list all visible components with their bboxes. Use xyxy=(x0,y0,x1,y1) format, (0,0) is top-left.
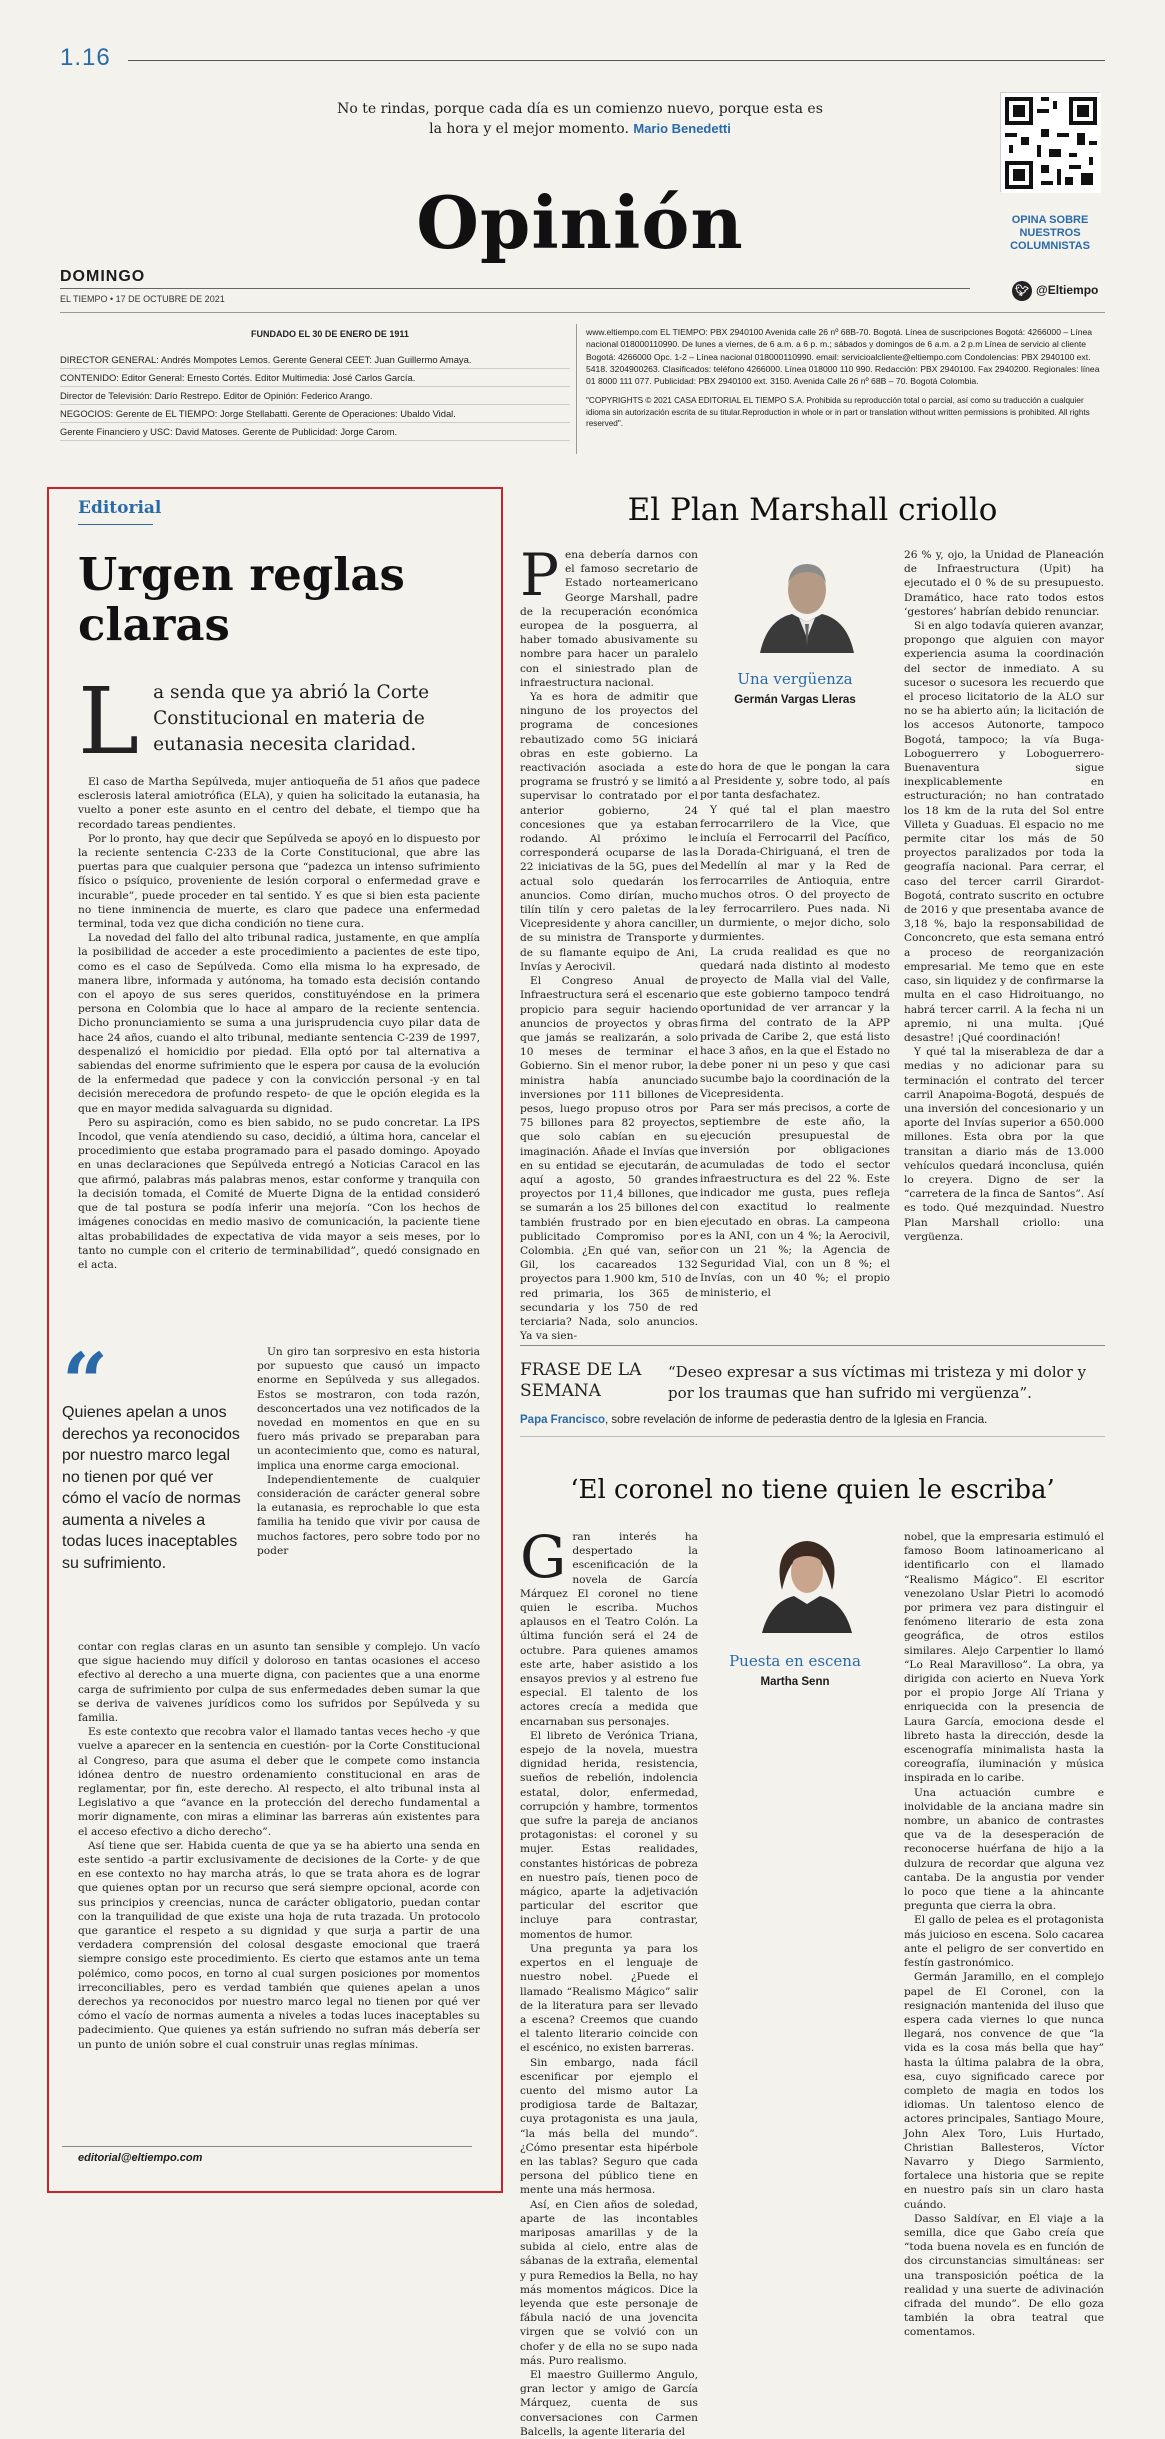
paragraph: Si en algo todavía quieren avanzar, propongo que alguien con mayor experiencia asuma la coordinación del sector de inmediato. A su sucesor o sucesora les recuerdo que el proceso licitatorio de la ALO sur no se ha abierto aún; la licitación de los accesos Autonorte, tampoco Bogotá, tampoco; la vía Buga-Loboguerrero y Loboguerrero-Buenaventura sigue inexplicablemente en estructuración; no han contratado los 18 km de la ruta del Sol entre Villeta y Guaduas. El espacio no me permite citar los más de 50 proyectos paralizados por toda la geografía nacional. Para cerrar, el caso del tercer carril Girardot-Bogotá, contrato suscrito en octubre de 2016 y que presentaba avance de 3,18 %, bajo la responsabilidad de Conconcreto, que esta semana entró a proceso de reorganización empresarial. Me temo que en este caso, sin liquidez y de confirmarse la multa en el caso Hidroituango, no habrá tercer carril. A la fecha ni un apremio, ni una multa. ¡Qué desastre! ¡Qué coordinación! xyxy=(904,620,1104,1044)
article-column xyxy=(904,548,1104,1244)
quote-author: Mario Benedetti xyxy=(633,121,731,136)
editorial-lede xyxy=(78,668,478,775)
day-label: DOMINGO xyxy=(60,268,146,285)
staff-line: NEGOCIOS: Gerente de EL TIEMPO: Jorge Stellabatti. Gerente de Operaciones: Ubaldo Vidal. xyxy=(60,405,570,423)
paragraph: La novedad del fallo del alto tribunal radica, justamente, en que amplía la posibilidad de acceder a este procedimiento a pacientes de este tipo, como es el caso de Sepúlveda. Como ella misma lo ha expresado, de manera libre, informada y autónoma, ha tomado esta decisión contando con el apoyo de sus seres queridos, constituyéndose en la primera persona en Colombia que lo hace al amparo de la reciente sentencia. Dicho pronunciamiento se suma a una jurisprudencia cuyo pilar data de hace 24 años, cuando el alto tribunal, mediante sentencia C-239 de 1997, despenalizó el homicidio por piedad. Ella optó por tal alternativa a sabiendas del enorme sufrimiento que le espera por causa de la evolución de la enfermedad que padece y con la convicción personal -y en tal decisión merecedora de profundo respeto- de que le opción elegida es la que en mayor medida salvaguarda su dignidad. xyxy=(78,932,480,1115)
paragraph: Y qué tal el plan maestro ferrocarrilero de la Vice, que incluía el Ferrocarril del Pacífico, la Dorada-Chiriguaná, el tren de Medellín al mar y la Red de ferrocarriles de Antioquia, entre muchos otros. O del proyecto de ley ferrocarrilero. Pues nada. Ni un durmiente, o mejor dicho, solo durmientes. xyxy=(700,803,890,944)
frase-label: FRASE DE LA SEMANA xyxy=(520,1360,642,1401)
section-title: Opinión xyxy=(416,180,744,265)
paragraph: 26 % y, ojo, la Unidad de Planeación de Infraestructura (Upit) ha ejecutado el 0 % de su presupuesto. Dramático, hace rato todos estos ‘gestores’ habrían debido renunciar. xyxy=(904,549,1104,618)
editorial-title: Urgen reglas claras xyxy=(78,548,405,651)
paragraph: Pero su aspiración, como es bien sabido, no se pudo concretar. La IPS Incodol, que venía atendiendo su caso, decidió, a última hora, cancelar el procedimiento que estaba programado para el pasado domingo. Apoyado en unas declaraciones que Sepúlveda entregó a Noticias Caracol en las que afirmó, palabras más palabras menos, estar conforme y tranquila con la decisión tomada, el Comité de Muerte Digna de la entidad consideró que de tal postura se podía inferir una mejoría. “Con los hechos de imágenes conocidas en medio masivo de comunicación, la paciente tiene altas probabilidades de expectativa de vida mayor a seis meses, por lo tanto no cumple con el criterio de terminabilidad”, quedó consignado en el acta. xyxy=(78,1116,480,1271)
author-photo xyxy=(752,548,862,653)
masthead-divider xyxy=(576,324,577,454)
lede-dropcap: L xyxy=(78,668,140,775)
paragraph: nobel, que la empresaria estimuló el famoso Boom latinoamericano al identificarlo con el llamado “Realismo Mágico”. El escritor venezolano Uslar Pietri lo acomodó por primera vez para distinguir el fenómeno literario de esta zona geográfica, de otros estilos similares. Alejo Carpentier lo llamó “Lo Real Maravilloso”. La obra, ya dirigida con acierto en Nueva York por el propio Jorge Alí Triana y enriquecida con la presencia de Laura García, emociona desde el libreto hasta la dirección, desde la escenografía minimalista hasta la coreografía, iluminación y música inspirada en lo caribe. xyxy=(904,1531,1104,1785)
twitter-icon: 🐦︎ xyxy=(1012,281,1032,301)
paragraph: Por lo pronto, hay que decir que Sepúlveda se apoyó en lo dispuesto por la reciente sentencia C-233 de la Corte Constitucional, que abre las puertas para que cualquier persona que “padezca un intenso sufrimiento físico o psíquico, proveniente de lesión corporal o enfermedad grave e incurable”, puede proceder en tal sentido. Y es que si bien esta paciente no tiene inminencia de muerte, es claro que padece una enfermedad terminal, toda vez que dicha condición no tiene cura. xyxy=(78,832,480,931)
editorial-email[interactable]: editorial@eltiempo.com xyxy=(78,2152,203,2164)
contact-info: www.eltiempo.com EL TIEMPO: PBX 2940100 Avenida calle 26 nº 68B-70. Bogotá. Línea de suscripciones Bogotá: 4266000 – Línea nacional 018000110990. De lunes a viernes, de 6 a.m. a 6 p. m.; sábados y domingos de 6 a.m. a 2 p.m Línea de servicio al cliente Bogotá: 4266000 Opc. 1-2 – Línea nacional 018000110990. email: servicioalcliente@eltiempo.com Condolencias: PBX 2940100 ext. 5418. 3204900263. Clasificados: teléfono 4266000. Línea 018000 110 990. Redacción: PBX 2940100. Fax 2940200. Regionales: línea 01 8000 111 077. Publicidad: PBX 2940100 ext. 3150. Avenida Calle 26 nº 68B – 70. Bogotá Colombia. xyxy=(586,327,1100,387)
column-author: Martha Senn xyxy=(760,1676,830,1688)
frase-rule-bottom xyxy=(520,1436,1105,1437)
lede-text: a senda que ya abrió la Corte Constitucional en materia de eutanasia necesita claridad. xyxy=(153,682,430,755)
editorial-body-middle xyxy=(257,1345,480,1558)
twitter-handle-text: @Eltiempo xyxy=(1036,283,1099,297)
twitter-handle[interactable] xyxy=(1012,281,1098,301)
paragraph: Es este contexto que recobra valor el llamado tantas veces hecho -y que vuelve a aparecer en la sentencia en cuestión- por la Corte Constitucional al Congreso, para que asuma el deber que le compete como instancia idónea dentro de nuestro ordenamiento constitucional en aras de reglamentar, por fin, este derecho. Al respecto, el alto tribunal insta al Legislativo a que “avance en la protección del derecho fundamental a morir dignamente, con miras a eliminar las barreras aún existentes para el acceso efectivo a dicho derecho”. xyxy=(78,1726,480,1838)
frase-text: “Deseo expresar a sus víctimas mi tristeza y mi dolor y por los traumas que han sufrido mi vergüenza”. xyxy=(668,1363,1087,1402)
paragraph: El caso de Martha Sepúlveda, mujer antioqueña de 51 años que padece esclerosis lateral amiotrófica (ELA), y quien ha solicitado la eutanasia, ha vuelto a poner este asunto en el centro del debate, el tiempo que ha recordado tareas pendientes. xyxy=(78,776,480,831)
qr-caption: OPINA SOBRE NUESTROS COLUMNISTAS xyxy=(1010,214,1090,252)
staff-line: Director de Televisión: Darío Restrepo. Editor de Opinión: Federico Arango. xyxy=(60,387,570,405)
editorial-footer-rule xyxy=(62,2146,472,2147)
masthead-staff xyxy=(60,326,570,441)
founded-line: FUNDADO EL 30 DE ENERO DE 1911 xyxy=(251,329,409,339)
pull-quote: Quienes apelan a unos derechos ya reconocidos por nuestro marco legal no tienen por qué ver cómo el vacío de normas aumenta a niveles a todas luces inaceptables su sufrimiento. xyxy=(62,1404,241,1572)
article-column xyxy=(700,760,890,1300)
paragraph: Así tiene que ser. Habida cuenta de que ya se ha abierto una senda en este sentido -a partir exclusivamente de decisiones de la Corte- y de que en ese contexto no hay marcha atrás, lo que se trata ahora es de lograr que quienes optan por un recurso que será siempre opcional, acorde con sus principios y creencias, nunca de carácter obligatorio, puedan contar con la tranquilidad de que existe una hoja de ruta trazada. Un protocolo que garantice el respeto a su dignidad y que surja a partir de una verdadera comprensión del colosal desgaste emocional que traerá siempre consigo este procedimiento. Es cierto que estamos ante un tema polémico, como pocos, en torno al cual surgen posiciones por momentos irreconciliables, pero es verdad también que quienes apelan a unos derechos ya reconocidos por nuestro marco legal no tienen por qué ver cómo el vacío de normas aumenta a niveles a todas luces inaceptables su padecimiento. Que quienes ya están sufriendo no sufran más debería ser un punto de unión sobre el cual construir unas reglas mínimas. xyxy=(78,1839,480,2051)
paragraph: El gallo de pelea es el protagonista más juicioso en escena. Solo cacarea ante el peligro de ser convertido en festín gastronómico. xyxy=(904,1914,1104,1970)
column-kicker: Puesta en escena xyxy=(729,1652,861,1670)
dateline: EL TIEMPO • 17 DE OCTUBRE DE 2021 xyxy=(60,294,225,304)
editorial-body-top xyxy=(78,775,480,1272)
quote-mark-icon: “ xyxy=(62,1335,109,1429)
article-title: El Plan Marshall criollo xyxy=(627,492,998,528)
staff-line: DIRECTOR GENERAL: Andrés Mompotes Lemos. Gerente General CEET: Juan Guillermo Amaya. xyxy=(60,351,570,369)
article-column xyxy=(520,541,698,1343)
article-column xyxy=(904,1530,1104,2340)
paragraph: contar con reglas claras en un asunto tan sensible y complejo. Un vacío que sigue haciendo muy difícil y doloroso en tantas ocasiones el acceso efectivo al derecho a una muerte digna, con pacientes que a una enorme carga de sufrimiento por culpa de sus enfermedades deben sumar la que se deriva de vaivenes jurídicos como los sufridos por Sepúlveda y su familia. xyxy=(78,1641,480,1725)
paragraph: Para ser más precisos, a corte de septiembre de este año, la ejecución presupuestal de inversión por obligaciones acumuladas de todo el sector infraestructura es del 22 %. Este indicador me gusta, pues refleja con exactitud lo realmente ejecutado en obras. La campeona es la ANI, con un 4 %; la Aerocivil, con un 21 %; la Agencia de Seguridad Vial, con un 8 %; el Invías, con un 40 %; el propio ministerio, el xyxy=(700,1101,890,1299)
paragraph: Así, en Cien años de soledad, aparte de las incontables mariposas amarillas y de la subida al cielo, entre alas de sábanas de la extraña, elemental y pura Remedios la Bella, no hay más momentos mágicos. Dice la leyenda que este personaje de fábula nació de una jovencita virgen que se volvió con un chofer y de ella no se supo nada más. Puro realismo. xyxy=(520,2198,698,2367)
frase-credit-name: Papa Francisco xyxy=(520,1414,606,1426)
editorial-tag-underline xyxy=(78,524,153,525)
column-author: Germán Vargas Lleras xyxy=(734,694,856,706)
paragraph: Gran interés ha despertado la escenificación de la novela de García Márquez El coronel no tiene quien le escriba. Muchos aplausos en el Teatro Colón. La última función será el 24 de octubre. Para quienes amamos este arte, haber asistido a los ensayos previos y al estreno fue especial. El talento de los actores crecía a medida que encarnaban sus personajes. xyxy=(520,1523,698,1728)
page-number: 1.16 xyxy=(60,44,111,71)
frase-rule xyxy=(520,1345,1105,1346)
paragraph: La cruda realidad es que no quedará nada distinto al modesto proyecto de Malla vial del Valle, que este gobierno tampoco tendrá oportunidad de ver arrancar y la firma del contrato de la APP privada de Caribe 2, que está listo hace 3 años, en la que el Estado no debe poner ni un peso y que casi sucumbe bajo la coordinación de la Vicepresidenta. xyxy=(700,945,890,1100)
paragraph: Germán Jaramillo, en el complejo papel de El Coronel, con la resignación mantenida del iluso que espera cada viernes lo que nunca llegará, nos convence de que “la vida es la cosa más bella que hay” hasta la última palabra de la obra, esa, cuyo significado carece por completo de magia en todos los idiomas. Un talentoso elenco de actores principales, Santiago Moure, John Alex Toro, Luis Hurtado, Christian Ballesteros, Víctor Navarro y Diego Sarmiento, fortalece una historia que se repite en nuestro país sin un claro hasta cuándo. xyxy=(904,1971,1104,2211)
staff-line: Gerente Financiero y USC: David Matoses. Gerente de Publicidad: Jorge Carom. xyxy=(60,423,570,441)
paragraph: Independientemente de cualquier consideración de carácter general sobre la eutanasia, es reprochable lo que esta familia ha tenido que vivir por causa de muchos factores, pero sobre todo por no poder xyxy=(257,1473,480,1557)
dropcap: G xyxy=(520,1523,567,1591)
article-column xyxy=(520,1523,698,2439)
paragraph: Pena debería darnos con el famoso secretario de Estado norteamericano George Marshall, padre de la recuperación económica europea de la posguerra, al haber tomado abusivamente su nombre para hacer un paralelo con el siniestrado plan de infraestructura nacional. xyxy=(520,541,698,689)
masthead-rule xyxy=(60,312,1105,313)
paragraph: do hora de que le pongan la cara al Presidente y, sobre todo, al país por tanta desfachatez. xyxy=(700,761,890,802)
qr-code[interactable] xyxy=(1000,92,1100,192)
paragraph: Un giro tan sorpresivo en esta historia por supuesto que causó un impacto enorme en Sepúlveda y sus allegados. Estos se mostraron, con toda razón, desconcertados una vez notificados de la novedad en momentos en que en su fuero más privado se preparaban para un acontecimiento que, como es natural, implica una enorme carga emocional. xyxy=(257,1346,480,1472)
paragraph: Sin embargo, nada fácil escenificar por ejemplo el cuento del mismo autor La prodigiosa tarde de Baltazar, cuya protagonista es una jaula, “la más bella del mundo”. ¿Cómo presentar esta hipérbole en las tablas? Seguro que cada persona del público tiene en mente una más hermosa. xyxy=(520,2056,698,2197)
header-rule xyxy=(60,288,970,289)
masthead-contact xyxy=(586,326,1106,430)
author-photo xyxy=(752,1528,862,1633)
column-kicker: Una vergüenza xyxy=(737,670,853,688)
frase-credit-rest: , sobre revelación de informe de pederastia dentro de la Iglesia en Francia. xyxy=(605,1414,988,1426)
paragraph: Dasso Saldívar, en El viaje a la semilla, dice que Gabo creía que “toda buena novela es en función de dos circunstancias simultáneas: ser una transposición poética de la realidad y una suerte de adivinación cifrada del mundo”. De ello goza también la obra teatral que comentamos. xyxy=(904,2212,1104,2339)
article-title: ‘El coronel no tiene quien le escriba’ xyxy=(570,1475,1055,1505)
editorial-body-bottom xyxy=(78,1640,480,2052)
paragraph: El Congreso Anual de Infraestructura será el escenario propicio para seguir haciendo anuncios de proyectos y obras que jamás se realizarán, a solo 10 meses de terminar el Gobierno. Sin el menor rubor, la ministra había anunciado inversiones por 111 billones de pesos, luego propuso otros por 75 billones para 82 proyectos, que solo cabían en su imaginación. Añade el Invías que en su entidad se ejecutarán, de aquí a agosto, 50 grandes proyectos por 11,4 billones, que se sumarán a los 25 billones del también frustrado por en bien publicitado Compromiso por Colombia. ¿En qué van, señor Gil, los cacareados 132 proyectos para 1.900 km, 510 de red primaria, los 365 de secundaria y los 750 de red terciaria? Nada, solo anuncios. Ya va sien- xyxy=(520,975,698,1343)
copyright: "COPYRIGHTS © 2021 CASA EDITORIAL EL TIEMPO S.A. Prohibida su reproducción total o parcial, así como su traducción a cualquier idioma sin autorización escrita de su titular.Reproduction in whole or in part or translation without written permissions is prohibited. All rights reserved". xyxy=(586,396,1090,429)
paragraph: Una pregunta ya para los expertos en el lenguaje de nuestro nobel. ¿Puede el llamado “Realismo Mágico” salir de la literatura para ser llevado a escena? Creemos que cuando el talento literario coincide con el escénico, no existen barreras. xyxy=(520,1942,698,2055)
paragraph: El maestro Guillermo Angulo, gran lector y amigo de García Márquez, cuenta de sus conversaciones con Carmen Balcells, la agente literaria del xyxy=(520,2368,698,2438)
editorial-tag: Editorial xyxy=(78,498,162,518)
quote-text: No te rindas, porque cada día es un comienzo nuevo, porque esta es la hora y el mejor momento. xyxy=(337,101,823,137)
frase-credit xyxy=(520,1414,1105,1426)
dropcap: P xyxy=(520,541,560,609)
qr-code-icon xyxy=(1001,93,1101,193)
paragraph: Y qué tal la miserableza de dar a medias y no adicionar para su terminación el contrato del tercer carril Anapoima-Bogotá, después de una inversión del concesionario y un aporte del Invías superior a 650.000 millones. Esta obra por la que transitan a diario más de 13.000 vehículos quedará inconclusa, quién lo creyera. Digno de ser la “carretera de la finca de Santos”. Así es todo. Qué mezquindad. Nuestro Plan Marshall criollo: una vergüenza. xyxy=(904,1046,1104,1243)
paragraph: El libreto de Verónica Triana, espejo de la novela, muestra dignidad herida, resistencia, sueños de rebelión, indolencia estatal, dolor, enfermedad, corrupción y hambre, tormentos que sufre la pareja de ancianos protagonistas: el coronel y su mujer. Estas realidades, constantes históricas de pobreza en nuestro país, tienen poco de mágico, aparte la adjetivación particular del escritor que incluye para contrastar, momentos de humor. xyxy=(520,1729,698,1941)
paragraph: Ya es hora de admitir que ninguno de los proyectos del programa de concesiones rebautizado como 5G iniciará obras en este gobierno. La reactivación asociada a este programa se frustró y se limitó a supervisar lo contratado por el anterior gobierno, 24 concesiones que ya estaban rodando. Al próximo le corresponderá ocuparse de las 22 iniciativas de la 5G, pues del actual solo quedarán los anuncios. Como dirían, mucho tilín tilín y cero paletas de la Vicepresidente y ahora canciller, de su ministra de Transporte y de su flamante equipo de Ani, Invías y Aerocivil. xyxy=(520,691,698,973)
staff-line: CONTENIDO: Editor General: Ernesto Cortés. Editor Multimedia: José Carlos García. xyxy=(60,369,570,387)
header-quote xyxy=(330,100,830,139)
top-rule xyxy=(128,60,1105,61)
paragraph: Una actuación cumbre e inolvidable de la anciana madre sin nombre, un abanico de contrastes que va de la desesperación de reconocerse huérfana de hijo a la dulzura de recordar que alguna vez cantaba. De la angustia por vender lo poco que tiene a la ahincante pregunta que cierra la obra. xyxy=(904,1786,1104,1913)
